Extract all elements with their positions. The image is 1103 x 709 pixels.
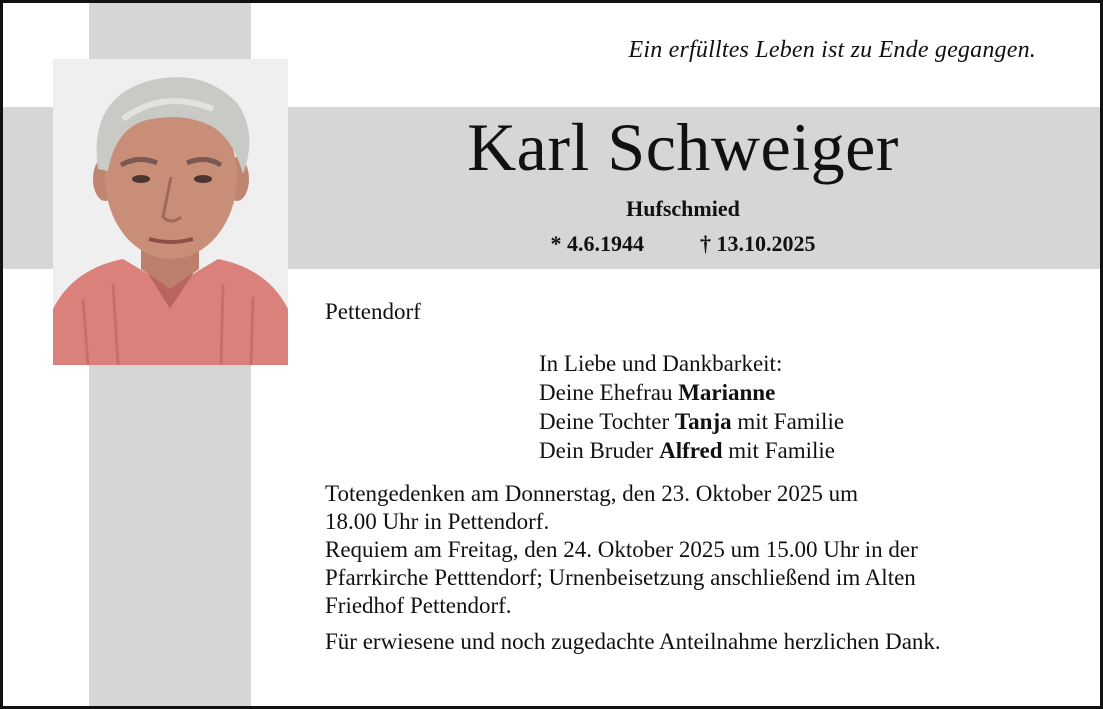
- mourner-relation: Dein Bruder: [539, 438, 660, 463]
- death-date: † 13.10.2025: [700, 231, 816, 256]
- mourners-intro: In Liebe und Dankbarkeit:: [539, 351, 783, 376]
- mourner-suffix: mit Familie: [731, 409, 845, 434]
- service-line: Requiem am Freitag, den 24. Oktober 2025 um 15.00 Uhr in der: [325, 537, 918, 562]
- deceased-profession: Hufschmied: [626, 196, 740, 221]
- mourner-line: [539, 378, 844, 407]
- portrait-photo: [53, 59, 288, 365]
- mourner-suffix: mit Familie: [722, 438, 835, 463]
- service-line: 18.00 Uhr in Pettendorf.: [325, 509, 550, 534]
- mourner-relation: Deine Ehefrau: [539, 380, 679, 405]
- birth-date: * 4.6.1944: [550, 231, 644, 256]
- service-details: [325, 480, 1045, 620]
- thanks-line: Für erwiesene und noch zugedachte Anteilnahme herzlichen Dank.: [325, 629, 941, 654]
- mourner-name: Alfred: [659, 438, 723, 463]
- motto-line: Ein erfülltes Leben ist zu Ende gegangen.: [628, 37, 1036, 63]
- mourner-name: Tanja: [674, 409, 732, 434]
- hometown: Pettendorf: [325, 299, 421, 324]
- mourner-line: [539, 436, 844, 465]
- service-line: Totengedenken am Donnerstag, den 23. Oktober 2025 um: [325, 481, 859, 506]
- deceased-name: Karl Schweiger: [467, 109, 899, 185]
- mourner-relation: Deine Tochter: [539, 409, 675, 434]
- portrait-illustration: [53, 59, 288, 365]
- life-dates: [303, 231, 1063, 257]
- service-line: Friedhof Pettendorf.: [325, 593, 512, 618]
- mourner-name: Marianne: [678, 380, 776, 405]
- service-line: Pfarrkirche Petttendorf; Urnenbeisetzung anschließend im Alten: [325, 565, 916, 590]
- mourner-line: [539, 407, 844, 436]
- mourners-block: [539, 349, 844, 465]
